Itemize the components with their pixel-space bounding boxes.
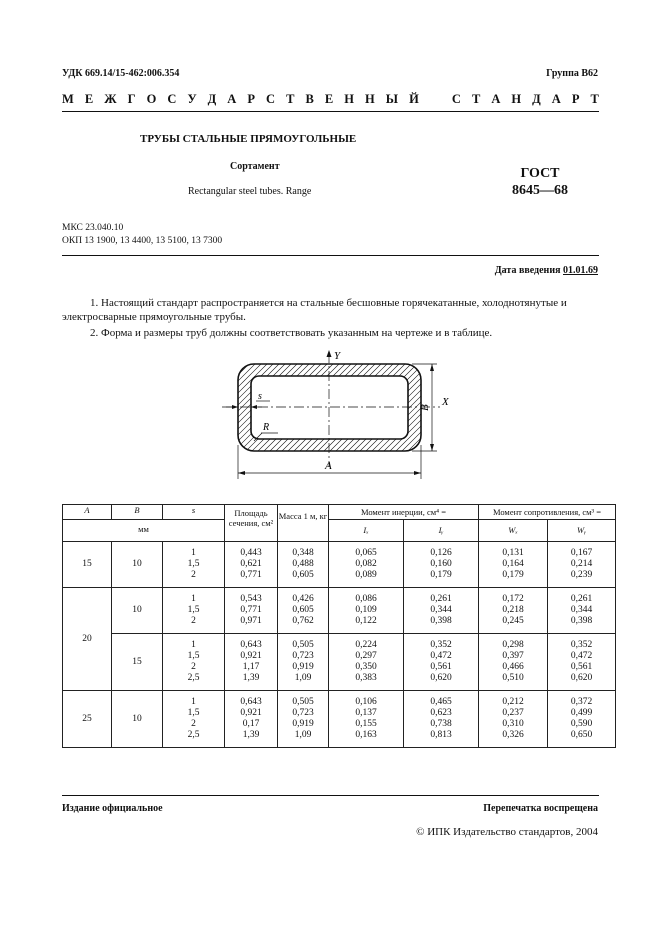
cell-ix: 0,224 0,297 0,350 0,383 — [329, 634, 404, 691]
cell-iy: 0,465 0,623 0,738 0,813 — [404, 691, 479, 748]
paragraph-form: 2. Форма и размеры труб должны соответствовать указанным на чертеже и в таблице. — [90, 327, 493, 339]
banner-letter: Н — [511, 92, 522, 106]
header-divider — [62, 111, 599, 112]
label-b: B — [419, 404, 431, 411]
thickness-arrow-left — [232, 405, 238, 409]
standard-banner — [62, 92, 599, 107]
cell-mass: 0,348 0,488 0,605 — [278, 542, 329, 588]
header-b: B — [112, 505, 163, 520]
cell-a: 20 — [63, 588, 112, 691]
y-axis-arrow — [327, 350, 332, 357]
cell-area: 0,543 0,771 0,971 — [225, 588, 278, 634]
paragraph-scope: 1. Настоящий стандарт распространяется на стальные бесшовные горячекатанные, холоднотянутые и электросварные прямоугольные трубы. — [62, 297, 567, 323]
label-s: s — [258, 391, 262, 402]
cell-mass: 0,505 0,723 0,919 1,09 — [278, 634, 329, 691]
banner-letter: Т — [471, 92, 481, 106]
banner-letter: С — [167, 92, 177, 106]
cell-s: 1 1,5 2 — [163, 542, 225, 588]
introduction-date-value: 01.01.69 — [563, 265, 598, 276]
document-title: ТРУБЫ СТАЛЬНЫЕ ПРЯМОУГОЛЬНЫЕ — [140, 133, 357, 145]
cell-a: 15 — [63, 542, 112, 588]
header-iy: Iᵧ — [404, 520, 479, 542]
header-moment-inertia: Момент инерции, см⁴ = — [329, 505, 479, 520]
dimension-b-arrow-bottom — [430, 444, 434, 451]
banner-letter: О — [146, 92, 157, 106]
header-mm: мм — [63, 520, 225, 542]
dimension-a-arrow-left — [238, 471, 245, 475]
banner-letter: Т — [286, 92, 295, 106]
cell-wy: 0,261 0,344 0,398 — [548, 588, 616, 634]
cell-mass: 0,505 0,723 0,919 1,09 — [278, 691, 329, 748]
table-row — [63, 542, 616, 588]
document-title-english: Rectangular steel tubes. Range — [188, 186, 312, 197]
footer-divider — [62, 795, 599, 796]
cell-wx: 0,131 0,164 0,179 — [479, 542, 548, 588]
cell-b: 15 — [112, 634, 163, 691]
header-area: Площадь сечения, см² — [225, 505, 278, 542]
okp-code: ОКП 13 1900, 13 4400, 13 5100, 13 7300 — [62, 236, 223, 246]
banner-letter: Г — [127, 92, 136, 106]
header-moment-resistance: Момент сопротивления, см³ = — [479, 505, 616, 520]
udk-code: УДК 669.14/15-462:006.354 — [62, 68, 180, 79]
cell-wy: 0,372 0,499 0,590 0,650 — [548, 691, 616, 748]
sizes-table — [62, 504, 616, 748]
label-x: X — [442, 396, 449, 408]
banner-letter: Р — [247, 92, 255, 106]
cell-b: 10 — [112, 691, 163, 748]
cell-area: 0,643 0,921 0,17 1,39 — [225, 691, 278, 748]
gost-number — [510, 165, 570, 199]
cell-ix: 0,086 0,109 0,122 — [329, 588, 404, 634]
cell-b: 10 — [112, 542, 163, 588]
cell-iy: 0,126 0,160 0,179 — [404, 542, 479, 588]
gost-label: ГОСТ — [520, 166, 560, 181]
banner-letter: В — [305, 92, 314, 106]
tube-cross-section-drawing — [0, 345, 661, 480]
copyright: © ИПК Издательство стандартов, 2004 — [416, 826, 598, 838]
cell-iy: 0,261 0,344 0,398 — [404, 588, 479, 634]
cell-b: 10 — [112, 588, 163, 634]
header-mass: Масса 1 м, кг — [278, 505, 329, 542]
header-ix: Iₓ — [329, 520, 404, 542]
banner-letter: Н — [344, 92, 354, 106]
label-y: Y — [334, 350, 341, 362]
header-wy: Wᵧ — [548, 520, 616, 542]
banner-letter: Р — [571, 92, 580, 106]
mks-code: МКС 23.040.10 — [62, 223, 124, 233]
cell-wx: 0,212 0,237 0,310 0,326 — [479, 691, 548, 748]
thickness-arrow-right — [251, 405, 257, 409]
header-wx: Wₓ — [479, 520, 548, 542]
reprint-note: Перепечатка воспрещена — [483, 803, 598, 814]
introduction-date — [495, 265, 598, 276]
cell-s: 1 1,5 2 2,5 — [163, 634, 225, 691]
cell-ix: 0,065 0,082 0,089 — [329, 542, 404, 588]
codes-divider — [62, 255, 599, 256]
cell-s: 1 1,5 2 — [163, 588, 225, 634]
header-s: s — [163, 505, 225, 520]
cell-wy: 0,167 0,214 0,239 — [548, 542, 616, 588]
group-code: Группа В62 — [546, 68, 598, 79]
cell-wy: 0,352 0,472 0,561 0,620 — [548, 634, 616, 691]
document-subtitle: Сортамент — [230, 161, 280, 172]
cell-ix: 0,106 0,137 0,155 0,163 — [329, 691, 404, 748]
label-a: A — [325, 460, 332, 472]
dimension-a-arrow-right — [414, 471, 421, 475]
label-r: R — [263, 422, 270, 433]
banner-letter: Д — [532, 92, 541, 106]
table-row — [63, 634, 616, 691]
header-a: A — [63, 505, 112, 520]
banner-letter: Е — [324, 92, 334, 106]
table-row — [63, 588, 616, 634]
banner-letter: С — [451, 92, 461, 106]
banner-letter: Е — [84, 92, 94, 106]
banner-letter: Н — [364, 92, 375, 106]
banner-letter: А — [551, 92, 561, 106]
banner-letter: Ы — [385, 92, 399, 106]
gost-code: 8645—68 — [512, 183, 568, 198]
banner-letter: А — [227, 92, 237, 106]
banner-letter: М — [62, 92, 74, 106]
cell-wx: 0,298 0,397 0,466 0,510 — [479, 634, 548, 691]
cell-wx: 0,172 0,218 0,245 — [479, 588, 548, 634]
banner-letter: С — [266, 92, 276, 106]
cell-area: 0,643 0,921 1,17 1,39 — [225, 634, 278, 691]
introduction-date-label: Дата введения — [494, 265, 561, 276]
cell-mass: 0,426 0,605 0,762 — [278, 588, 329, 634]
banner-letter: А — [491, 92, 501, 106]
banner-letter: Д — [207, 92, 217, 106]
banner-letter: Й — [409, 92, 419, 106]
banner-letter: У — [187, 92, 197, 106]
tube-inner-contour — [251, 376, 408, 439]
cell-iy: 0,352 0,472 0,561 0,620 — [404, 634, 479, 691]
banner-letter: Ж — [104, 92, 117, 106]
cell-s: 1 1,5 2 2,5 — [163, 691, 225, 748]
dimension-b-arrow-top — [430, 364, 434, 371]
cell-a: 25 — [63, 691, 112, 748]
cell-area: 0,443 0,621 0,771 — [225, 542, 278, 588]
tube-outer-contour — [238, 364, 421, 451]
table-row — [63, 691, 616, 748]
banner-letter: Т — [590, 92, 599, 106]
edition-note: Издание официальное — [62, 803, 163, 814]
